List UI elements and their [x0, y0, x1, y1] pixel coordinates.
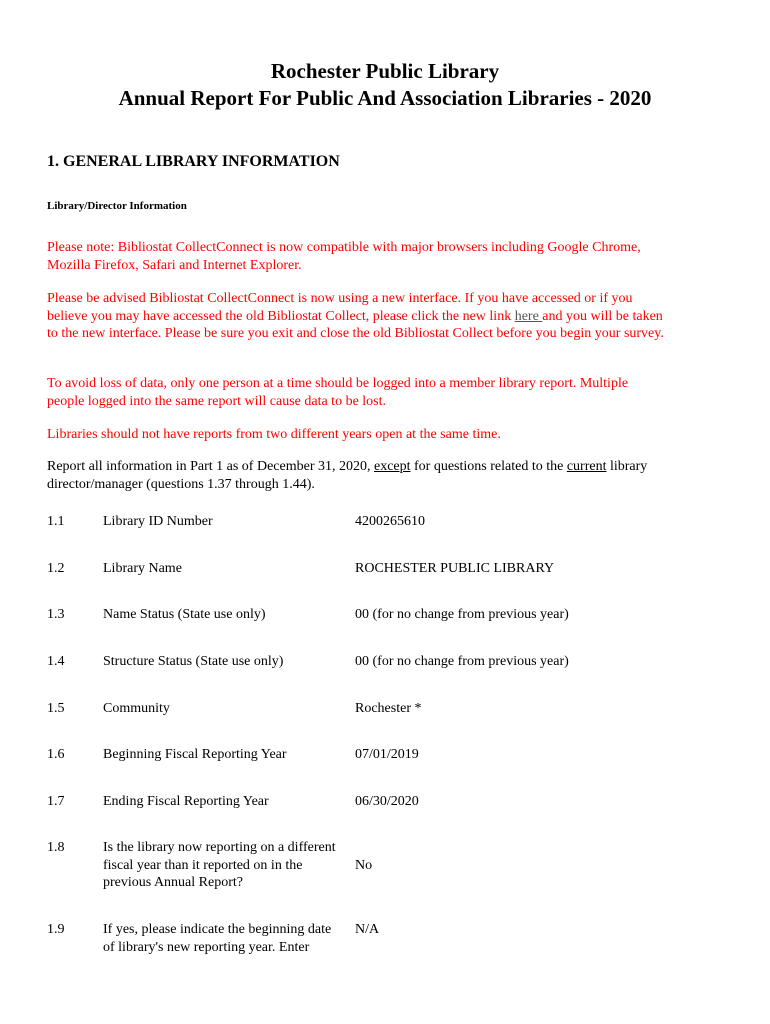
notice-years-open: Libraries should not have reports from two different years open at the same time.	[47, 427, 501, 442]
report-title-library: Rochester Public Library	[270, 59, 500, 83]
instructions-text-c: library director/manager (questions 1.37 through 1.44).	[47, 459, 648, 492]
notice-new-interface	[47, 290, 667, 343]
question-number: 1.8	[47, 840, 65, 855]
question-label: Name Status (State use only)	[103, 607, 266, 622]
question-value: 00 (for no change from previous year)	[355, 654, 569, 669]
question-value: 06/30/2020	[355, 794, 419, 809]
question-label: Library Name	[103, 561, 182, 576]
instructions-text-b: for questions related to the	[410, 459, 567, 474]
question-number: 1.2	[47, 561, 65, 576]
new-interface-link[interactable]: here	[514, 308, 543, 324]
question-value: Rochester *	[355, 701, 422, 716]
notice-new-interface-text-end: and you will be taken to the new interface. Please be sure you exit and close the old Bibliostat Collect before you begin your survey.	[47, 308, 664, 341]
report-title-annual: Annual Report For Public And Association Libraries - 2020	[118, 86, 652, 110]
question-label: Library ID Number	[103, 514, 213, 529]
section-subheading: Library/Director Information	[47, 200, 187, 212]
question-number: 1.3	[47, 607, 65, 622]
notice-browser-compat: Please note: Bibliostat CollectConnect is now compatible with major browsers including Google Chrome, Mozilla Firefox, Safari and Internet Explorer.	[47, 240, 641, 273]
question-number: 1.6	[47, 747, 65, 762]
question-number: 1.9	[47, 922, 65, 937]
notice-data-loss: To avoid loss of data, only one person at a time should be logged into a member library report. Multiple people logged into the same report will cause data to be lost.	[47, 376, 629, 409]
section-heading: 1. GENERAL LIBRARY INFORMATION	[47, 153, 340, 170]
question-label: Beginning Fiscal Reporting Year	[103, 747, 287, 762]
question-value: 4200265610	[355, 514, 425, 529]
instructions-text-a: Report all information in Part 1 as of December 31, 2020,	[47, 459, 374, 474]
question-label: Structure Status (State use only)	[103, 654, 284, 669]
question-number: 1.4	[47, 654, 65, 669]
reporting-instructions	[47, 458, 667, 493]
question-value: 00 (for no change from previous year)	[355, 607, 569, 622]
question-label: If yes, please indicate the beginning date of library's new reporting year. Enter	[103, 922, 332, 955]
instructions-current: current	[566, 459, 607, 474]
question-label: Community	[103, 701, 170, 716]
question-value: No	[355, 857, 373, 873]
question-value: 07/01/2019	[355, 747, 419, 762]
question-number: 1.1	[47, 514, 65, 529]
question-value: ROCHESTER PUBLIC LIBRARY	[355, 561, 555, 576]
question-label: Is the library now reporting on a different fiscal year than it reported on in the previous Annual Report?	[103, 840, 336, 890]
question-label: Ending Fiscal Reporting Year	[103, 794, 269, 809]
question-number: 1.7	[47, 794, 65, 809]
question-number: 1.5	[47, 701, 65, 716]
notice-new-interface-text: Please be advised Bibliostat CollectConnect is now using a new interface. If you have accessed or if you believe you may have accessed the old Bibliostat Collect, please click the new link	[47, 291, 633, 324]
instructions-except: except	[373, 459, 411, 474]
question-value: N/A	[355, 922, 380, 937]
